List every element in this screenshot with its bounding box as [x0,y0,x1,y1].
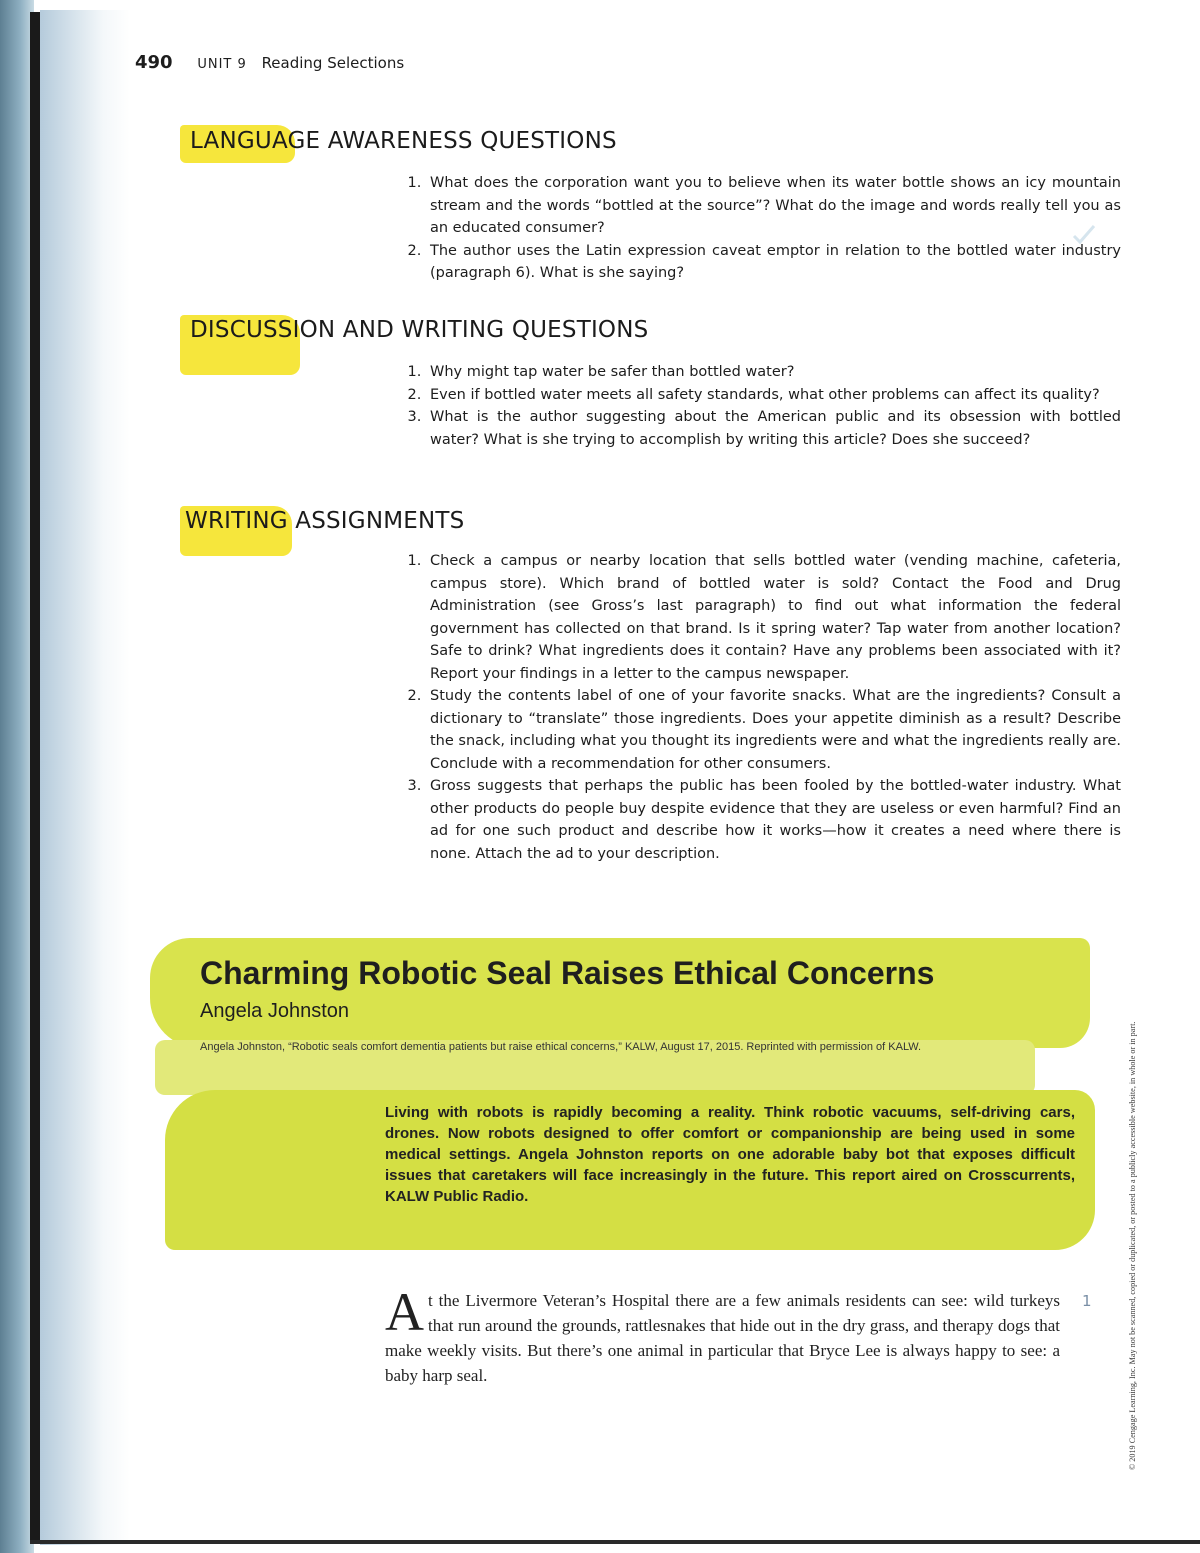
heading-language-awareness: LANGUAGE AWARENESS QUESTIONS [190,128,617,154]
writing-assignment-3: 3. Gross suggests that perhaps the public has been fooled by the bottled-water industry. What other products do people buy despite evidence that they are useless or even harmful? Find an ad for one such product and describe how it works—how it creates a need where there is none. Attach the ad to your description. [426,775,1121,865]
article-title: Charming Robotic Seal Raises Ethical Concerns [200,955,935,991]
article-author: Angela Johnston [200,1000,350,1022]
discussion-questions-list [400,361,1121,451]
paragraph-1-text: t the Livermore Veteran’s Hospital there are a few animals residents can see: wild turkeys that run around the grounds, rattlesnakes that hide out in the dry grass, and therapy dogs that make weekly visits. But there’s one animal in particular that Bryce Lee is always happy to see: a baby harp seal. [385,1291,1060,1385]
scan-bottom-edge [30,1540,1200,1544]
paragraph-number: 1 [1082,1292,1092,1310]
side-copyright-text: © 2019 Cengage Learning, Inc. May not be scanned, copied or duplicated, or posted to a publicly accessible website, in whole or in part. [1128,1021,1137,1470]
writing-assignment-2: 2. Study the contents label of one of your favorite snacks. What are the ingredients? Consult a dictionary to “translate” those ingredients. Does your appetite diminish as a result? Describe the snack, including what you thought its ingredients were and what the ingredients really are. Conclude with a recommendation for other consumers. [426,685,1121,775]
article-credit: Angela Johnston, “Robotic seals comfort dementia patients but raise ethical concerns,” KALW, August 17, 2015. Reprinted with permission of KALW. [200,1041,922,1053]
section-label: Reading Selections [261,54,405,72]
unit-label: UNIT 9 [197,57,247,72]
writing-assignments-list [400,550,1121,865]
language-question-1: 1. What does the corporation want you to believe when its water bottle shows an icy mountain stream and the words “bottled at the source”? What do the image and words really tell you as an educated consumer? [426,172,1121,240]
pencil-check-mark [1070,220,1098,248]
heading-writing-assignments: WRITING ASSIGNMENTS [185,508,465,534]
writing-assignment-1: 1. Check a campus or nearby location that sells bottled water (vending machine, cafeteria, campus store). Which brand of bottled water is sold? Contact the Food and Drug Administration (see Gross’s last paragraph) to find out what information the federal government has collected on that brand. Is it spring water? Tap water from another location? Safe to drink? What ingredients does it contain? Have any problems been associated with it? Report your findings in a letter to the campus newspaper. [426,550,1121,685]
discussion-question-3: 3. What is the author suggesting about the American public and its obsession with bottled water? What is she trying to accomplish by writing this article? Does she succeed? [426,406,1121,451]
language-question-2: 2. The author uses the Latin expression caveat emptor in relation to the bottled water industry (paragraph 6). What is she saying? [426,240,1121,285]
heading-discussion: DISCUSSION AND WRITING QUESTIONS [190,317,649,343]
book-page [40,10,1180,1540]
scan-dark-strip [30,12,40,1542]
scan-left-edge [0,0,34,1553]
page-number: 490 [135,52,173,73]
article-intro: Living with robots is rapidly becoming a reality. Think robotic vacuums, self-driving cars, drones. Now robots designed to offer comfort or companionship are being used in some medical settings. Angela Johnston reports on one adorable baby bot that exposes difficult issues that caretakers will face increasingly in the future. This report aired on Crosscurrents, KALW Public Radio. [385,1104,1075,1205]
drop-cap: A [385,1282,424,1342]
article-paragraph-1 [385,1282,1060,1388]
discussion-question-2: 2. Even if bottled water meets all safety standards, what other problems can affect its quality? [426,384,1121,407]
running-head [135,52,404,73]
side-copyright [1128,680,1140,1470]
discussion-question-1: 1. Why might tap water be safer than bottled water? [426,361,1121,384]
language-questions-list [400,172,1121,285]
